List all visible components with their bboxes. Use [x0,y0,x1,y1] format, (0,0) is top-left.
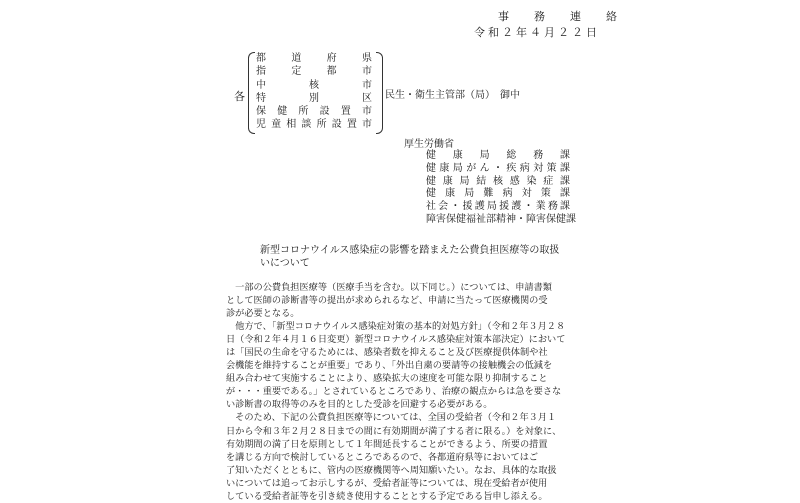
body-line: 会機能を維持することが重要」であり、「外出自粛の要請等の接触機会の低減を [226,360,553,372]
addressee-item: 都道府県 [256,53,372,64]
addressee-list [256,52,372,132]
sender-department: 健康局難病対策課 [426,188,570,200]
body-line: 有効期間の満了日を原則として１年間延長することができるよう、所要の措置 [226,438,548,450]
body-line: 了知いただくとともに、管内の医療機関等へ周知願いたい。なお、具体的な取扱 [226,464,557,476]
sender-organization: 厚生労働省 [404,139,454,150]
subject-title [260,244,580,270]
body-line: として医師の診断書等の提出が求められるなど、申請に当たって医療機関の受 [226,295,548,307]
addressee-item: 保健所設置市 [256,106,372,118]
addressee-item: 児童相談所設置市 [256,119,372,131]
sender-department: 健康局結核感染症課 [426,175,570,187]
sender-department: 健康局がん・疾病対策課 [426,162,570,174]
addressee-prefix: 各 [234,90,245,103]
body-line: 日から令和３年２月２８日までの間に有効期間が満了する者に限る。）を対象に、 [226,425,562,437]
sender-department-list [426,150,576,227]
body-line: いについては追ってお示しするが、受給者証等については、現在受給者が使用 [226,477,548,489]
recipient-line: 民生・衛生主管部（局） 御中 [385,90,520,101]
notice-date: 令和２年４月２２日 [474,26,600,39]
body-line: が・・・重要である。」とされているところであり、治療の観点からは急を要さな [226,386,562,398]
body-line: い診断書の取得等のみを目的とした受診を回避する必要がある。 [226,399,493,411]
body-line: を講じる方向で検討しているところであるので、各都道府県等においてはご [226,451,539,463]
addressee-item: 指定都市 [256,66,372,78]
addressee-bracket-right [376,52,383,134]
sender-department: 障害保健福祉部精神・障害保健課 [426,213,576,225]
body-line: 日（令和２年４月１６日変更）新型コロナウイルス感染症対策本部決定）において [226,334,566,346]
addressee-item: 特別区 [256,92,372,104]
body-line: している受給者証等を引き続き使用することとする予定である旨申し添える。 [226,490,548,502]
body-line: 一部の公費負担医療等（医療手当を含む。以下同じ。）については、申請書類 [226,282,552,293]
body-line: 他方で、「新型コロナウイルス感染症対策の基本的対処方針」（令和２年３月２８ [226,321,566,333]
body-line: そのため、下記の公費負担医療等については、全国の受給者（令和２年３月１ [226,412,557,424]
subject-line: いについて [260,258,310,269]
sender-department: 社会・援護局援護・業務課 [426,201,570,213]
body-line: 診が必要となる。 [226,308,300,320]
subject-line: 新型コロナウイルス感染症の影響を踏まえた公費負担医療等の取扱 [260,245,560,256]
body-line: は「国民の生命を守るためには、感染者数を抑えること及び医療提供体制や社 [226,347,548,359]
notice-type-label: 事 務 連 絡 [498,10,624,23]
sender-department: 健康局総務課 [426,150,570,161]
addressee-bracket-left [248,52,255,134]
addressee-item: 中核市 [256,79,372,91]
body-line: 組み合わせて実施することにより、感染拡大の速度を可能な限り抑制すること [226,373,548,385]
body-text [226,281,578,503]
